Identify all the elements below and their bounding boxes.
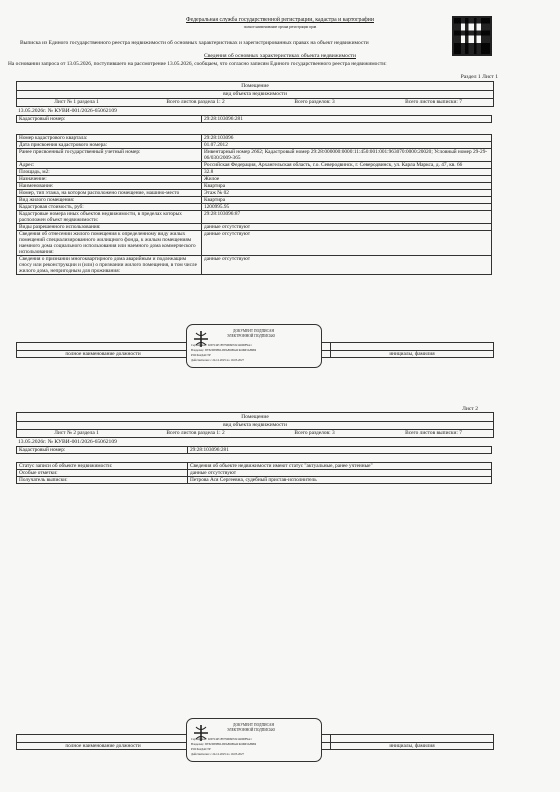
agency-name: Федеральная служба государственной регистрации, кадастра и картографии (186, 17, 374, 23)
row-label: Сведения о признании многоквартирного дома аварийным и подлежащим сносу или реконструкции и (или) о признании жилого помещения, в том числе жилого дома, непригодным для проживания: (17, 256, 202, 275)
stamp-owner-2: Владелец: ПУБЛИЧНО-ПРАВОВАЯ КОМПАНИЯ (191, 742, 257, 746)
table-row (17, 176, 492, 183)
table-row (17, 183, 492, 190)
s2-meta-sheets-total: Всего листов выписки: 7 (405, 430, 462, 436)
table-row (17, 149, 492, 162)
sheet2-cadastral-value: 29:28:103096:281 (188, 447, 492, 454)
e-signature-stamp-2 (186, 718, 322, 762)
row-label: Получатель выписки: (17, 477, 188, 484)
s2-meta-sheet: Лист № 2 раздела 1 (54, 430, 99, 436)
object-type-block (16, 81, 494, 99)
row-value: 29:28:103096:87 (202, 211, 492, 224)
row-value: Квартира (202, 183, 492, 190)
meta-sheets-total: Всего листов выписки: 7 (405, 99, 462, 105)
row-value: Инвентарный номер 2662; Кадастровый номер 29:28:000000:0000:11:450:001:001:963070:0000:20020; Условный номер 29-29-06/030/2009-365 (202, 149, 492, 162)
row-label: Наименование: (17, 183, 202, 190)
sheet2-object-block (16, 412, 494, 430)
meta-sheet: Лист № 1 раздела 1 (54, 99, 99, 105)
position-caption-2: полное наименование должности (17, 743, 190, 750)
table-row (17, 463, 492, 470)
row-value: данные отсутствуют (202, 224, 492, 231)
s2-meta-sheets-section: Всего листов раздела 1: 2 (166, 430, 225, 436)
row-label: Статус записи об объекте недвижимости: (17, 463, 188, 470)
cadastral-label: Кадастровый номер: (17, 116, 202, 123)
row-value: 01.07.2012 (202, 142, 492, 149)
e-signature-stamp (186, 324, 322, 368)
row-label: Сведения об отнесении жилого помещения к определенному виду жилых помещений специализированного жилищного фонда, к жилым помещениям наемного дома социального использования или наемного дома коммерческого использования: (17, 231, 202, 256)
row-value: данные отсутствуют (202, 231, 492, 256)
row-label: Ранее присвоенный государственный учетный номер: (17, 149, 202, 162)
agency-caption: полное наименование органа регистрации прав (243, 25, 317, 29)
s2-meta-sections: Всего разделов: 3 (294, 430, 335, 436)
row-value: 32.8 (202, 169, 492, 176)
stamp-valid: Действителен: с 24.12.2025 по 19.03.2027 (191, 358, 245, 362)
row-value: 1200995.95 (202, 204, 492, 211)
table-row (17, 169, 492, 176)
table-row (17, 162, 492, 169)
stamp-subtitle: ЭЛЕКТРОННОЙ ПОДПИСЬЮ (227, 334, 276, 338)
sheet2-object-type: Помещение (17, 413, 493, 422)
extract-subtitle: Сведения об основных характеристиках объекта недвижимости (203, 53, 356, 59)
stamp-subtitle-2: ЭЛЕКТРОННОЙ ПОДПИСЬЮ (227, 728, 276, 732)
row-label: Назначение: (17, 176, 202, 183)
row-label: Номер, тип этажа, на котором расположено помещение, машино-место (17, 190, 202, 197)
characteristics-table (16, 134, 492, 275)
row-value: Сведения об объекте недвижимости имеют статус "актуальные, ранее учтенные" (188, 463, 492, 470)
table-row (17, 190, 492, 197)
sheet2-table (16, 462, 492, 484)
position-caption: полное наименование должности (17, 351, 190, 358)
sheet2-meta-row (16, 430, 494, 438)
table-row (17, 224, 492, 231)
sheet2-object-caption: вид объекта недвижимости (223, 422, 287, 428)
sheet2-cadastral-label: Кадастровый номер: (17, 447, 188, 454)
row-value: Квартира (202, 197, 492, 204)
request-basis: На основании запроса от 13.05.2026, поступившего на рассмотрение 13.05.2026, сообщаем, что согласно записям Единого государственного реестра недвижимости: (8, 61, 387, 67)
table-row (17, 470, 492, 477)
row-label: Вид жилого помещения: (17, 197, 202, 204)
row-value: 29:28:103096 (202, 135, 492, 142)
row-value: Жилое (202, 176, 492, 183)
stamp-title: ДОКУМЕНТ ПОДПИСАН (233, 329, 275, 333)
row-value: данные отсутствуют (188, 470, 492, 477)
table-row (17, 142, 492, 149)
cadastral-value: 29:28:103096:281 (202, 116, 492, 123)
row-value: данные отсутствуют (202, 256, 492, 275)
table-row (17, 211, 492, 224)
row-label: Кадастровые номера иных объектов недвижимости, в пределах которых расположен объект недвижимости: (17, 211, 202, 224)
extract-date-number: 13.05.2026г. № КУВИ-001/2026-65062109 (18, 108, 117, 114)
row-value: Петрова Ася Сергеевна, судебный пристав-исполнитель (188, 477, 492, 484)
sheet2-cadastral-table (16, 446, 492, 454)
meta-sheets-section: Всего листов раздела 1: 2 (166, 99, 225, 105)
stamp-cert-2: Сертификат: 0297C4E1F079966033214606F9A1 (191, 737, 252, 741)
stamp-org: РОСКАДАСТР (191, 353, 211, 357)
table-row (17, 204, 492, 211)
extract-title: Выписка из Единого государственного реестра недвижимости об основных характеристиках и зарегистрированных правах на объект недвижимости (20, 40, 369, 46)
stamp-title-2: ДОКУМЕНТ ПОДПИСАН (233, 723, 275, 727)
table-row (17, 197, 492, 204)
row-label: Номер кадастрового квартала: (17, 135, 202, 142)
stamp-owner: Владелец: ПУБЛИЧНО-ПРАВОВАЯ КОМПАНИЯ (191, 348, 257, 352)
initials-caption-2: инициалы, фамилия (331, 743, 494, 750)
sheet1-meta-row (16, 99, 494, 107)
row-value: Этаж № 02 (202, 190, 492, 197)
stamp-org-2: РОСКАДАСТР (191, 747, 211, 751)
table-row (17, 256, 492, 275)
row-label: Площадь, м2: (17, 169, 202, 176)
object-type: Помещение (17, 82, 493, 91)
sheet2-label: Лист 2 (462, 406, 478, 412)
table-row (17, 477, 492, 484)
row-label: Дата присвоения кадастрового номера: (17, 142, 202, 149)
table-row (17, 135, 492, 142)
object-type-caption: вид объекта недвижимости (223, 91, 287, 97)
row-label: Адрес: (17, 162, 202, 169)
cadastral-table (16, 115, 492, 123)
initials-caption: инициалы, фамилия (331, 351, 494, 358)
row-value: Российская Федерация, Архангельская область, г.о. Северодвинск, г. Северодвинск, ул. Карла Маркса, д. 47, кв. 66 (202, 162, 492, 169)
stamp-valid-2: Действителен: с 24.12.2025 по 19.03.2027 (191, 752, 245, 756)
stamp-cert: Сертификат: 0297C4E1F079966033214606F9A1 (191, 343, 252, 347)
qr-code-icon (452, 16, 492, 56)
table-row (17, 231, 492, 256)
row-label: Кадастровая стоимость, руб: (17, 204, 202, 211)
section-label: Раздел 1 Лист 1 (460, 74, 498, 80)
row-label: Виды разрешенного использования: (17, 224, 202, 231)
row-label: Особые отметки: (17, 470, 188, 477)
meta-sections: Всего разделов: 3 (294, 99, 335, 105)
sheet2-date-number: 13.05.2026г. № КУВИ-001/2026-65062109 (18, 439, 117, 445)
